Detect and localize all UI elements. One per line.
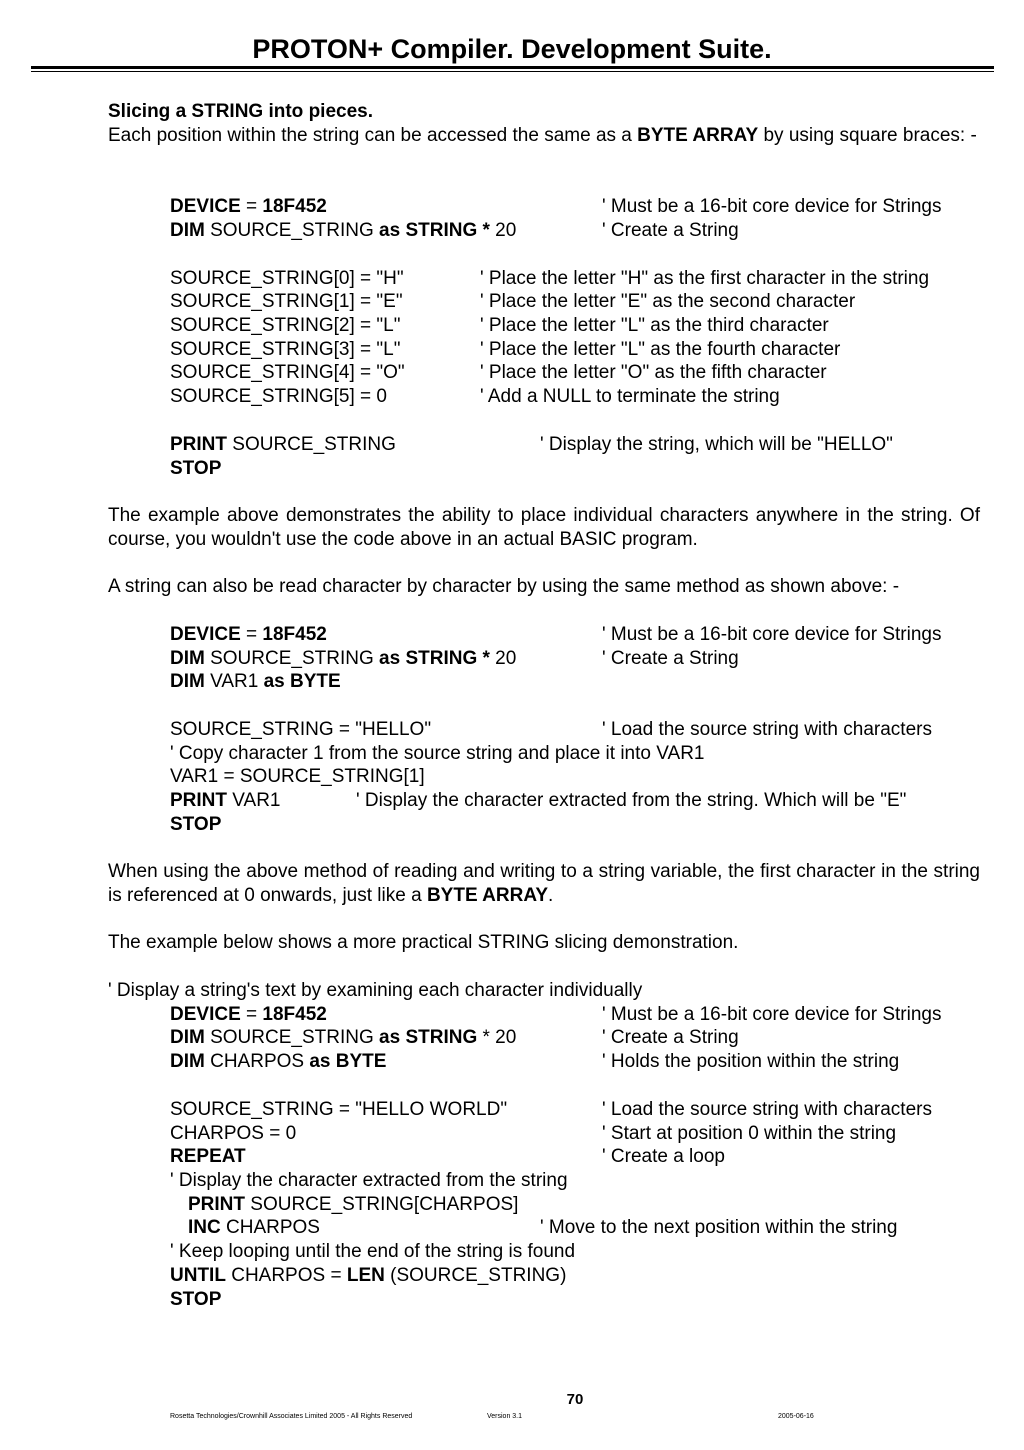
code-line: SOURCE_STRING[1] = "E" ' Place the letter "E" as the second character xyxy=(170,291,856,312)
code-line: INC CHARPOS ' Move to the next position within the string xyxy=(188,1217,898,1238)
intro-paragraph: Each position within the string can be accessed the same as a BYTE ARRAY by using square braces: - xyxy=(108,125,977,146)
code-line: DEVICE = 18F452 ' Must be a 16-bit core device for Strings xyxy=(170,196,942,217)
code-line: SOURCE_STRING[2] = "L" ' Place the letter "L" as the third character xyxy=(170,315,829,336)
code-line: SOURCE_STRING[0] = "H" ' Place the letter "H" as the first character in the string xyxy=(170,268,930,289)
code-line: DIM SOURCE_STRING as STRING * 20 ' Create a String xyxy=(170,648,739,669)
header-rule xyxy=(31,66,994,69)
code-line: SOURCE_STRING = "HELLO WORLD" ' Load the source string with characters xyxy=(170,1099,932,1120)
paragraph: A string can also be read character by character by using the same method as shown above: - xyxy=(108,576,900,597)
code-line: PRINT SOURCE_STRING ' Display the string, which will be "HELLO" xyxy=(170,434,893,455)
paragraph: The example below shows a more practical STRING slicing demonstration. xyxy=(108,932,739,953)
footer-copyright: Rosetta Technologies/Crownhill Associates Limited 2005 - All Rights Reserved xyxy=(170,1413,413,1420)
footer-date: 2005-06-16 xyxy=(778,1413,814,1420)
code-line: STOP xyxy=(170,1289,222,1310)
code-line: UNTIL CHARPOS = LEN (SOURCE_STRING) xyxy=(170,1265,567,1286)
code-line: DEVICE = 18F452 ' Must be a 16-bit core device for Strings xyxy=(170,1004,942,1025)
code-line: DIM VAR1 as BYTE xyxy=(170,671,341,692)
code-line: REPEAT ' Create a loop xyxy=(170,1146,725,1167)
code-line: VAR1 = SOURCE_STRING[1] xyxy=(170,766,425,787)
code-line: DEVICE = 18F452 ' Must be a 16-bit core device for Strings xyxy=(170,624,942,645)
code-line: ' Copy character 1 from the source string and place it into VAR1 xyxy=(170,743,705,764)
code-line: SOURCE_STRING[3] = "L" ' Place the letter "L" as the fourth character xyxy=(170,339,841,360)
header-rule-thin xyxy=(31,71,994,72)
page-number: 70 xyxy=(566,1391,584,1408)
footer-version: Version 3.1 xyxy=(487,1413,523,1420)
section-heading: Slicing a STRING into pieces. xyxy=(108,101,373,122)
code-line: DIM SOURCE_STRING as STRING * 20 ' Create a String xyxy=(170,220,739,241)
paragraph: The example above demonstrates the ability to place individual characters anywhere in the string. Of course, you wouldn't use the code above in an actual BASIC program. xyxy=(108,505,980,550)
code-line: STOP xyxy=(170,458,222,479)
code-line: SOURCE_STRING[5] = 0 ' Add a NULL to terminate the string xyxy=(170,386,780,407)
code-line: ' Display the character extracted from the string xyxy=(170,1170,568,1191)
code-line: PRINT VAR1 ' Display the character extracted from the string. Which will be "E" xyxy=(170,790,907,811)
code-line: DIM CHARPOS as BYTE ' Holds the position within the string xyxy=(170,1051,900,1072)
code-line: STOP xyxy=(170,814,222,835)
code-line: ' Keep looping until the end of the string is found xyxy=(170,1241,576,1262)
code-line: ' Display a string's text by examining each character individually xyxy=(108,980,643,1001)
code-line: SOURCE_STRING[4] = "O" ' Place the letter "O" as the fifth character xyxy=(170,362,827,383)
paragraph: When using the above method of reading and writing to a string variable, the first character in the string is referenced at 0 onwards, just like a BYTE ARRAY. xyxy=(108,861,980,906)
code-line: CHARPOS = 0 ' Start at position 0 within the string xyxy=(170,1123,897,1144)
page-header: PROTON+ Compiler. Development Suite. xyxy=(252,34,772,64)
code-line: SOURCE_STRING = "HELLO" ' Load the source string with characters xyxy=(170,719,932,740)
code-line: DIM SOURCE_STRING as STRING * 20 ' Create a String xyxy=(170,1027,739,1048)
code-line: PRINT SOURCE_STRING[CHARPOS] xyxy=(188,1194,519,1215)
